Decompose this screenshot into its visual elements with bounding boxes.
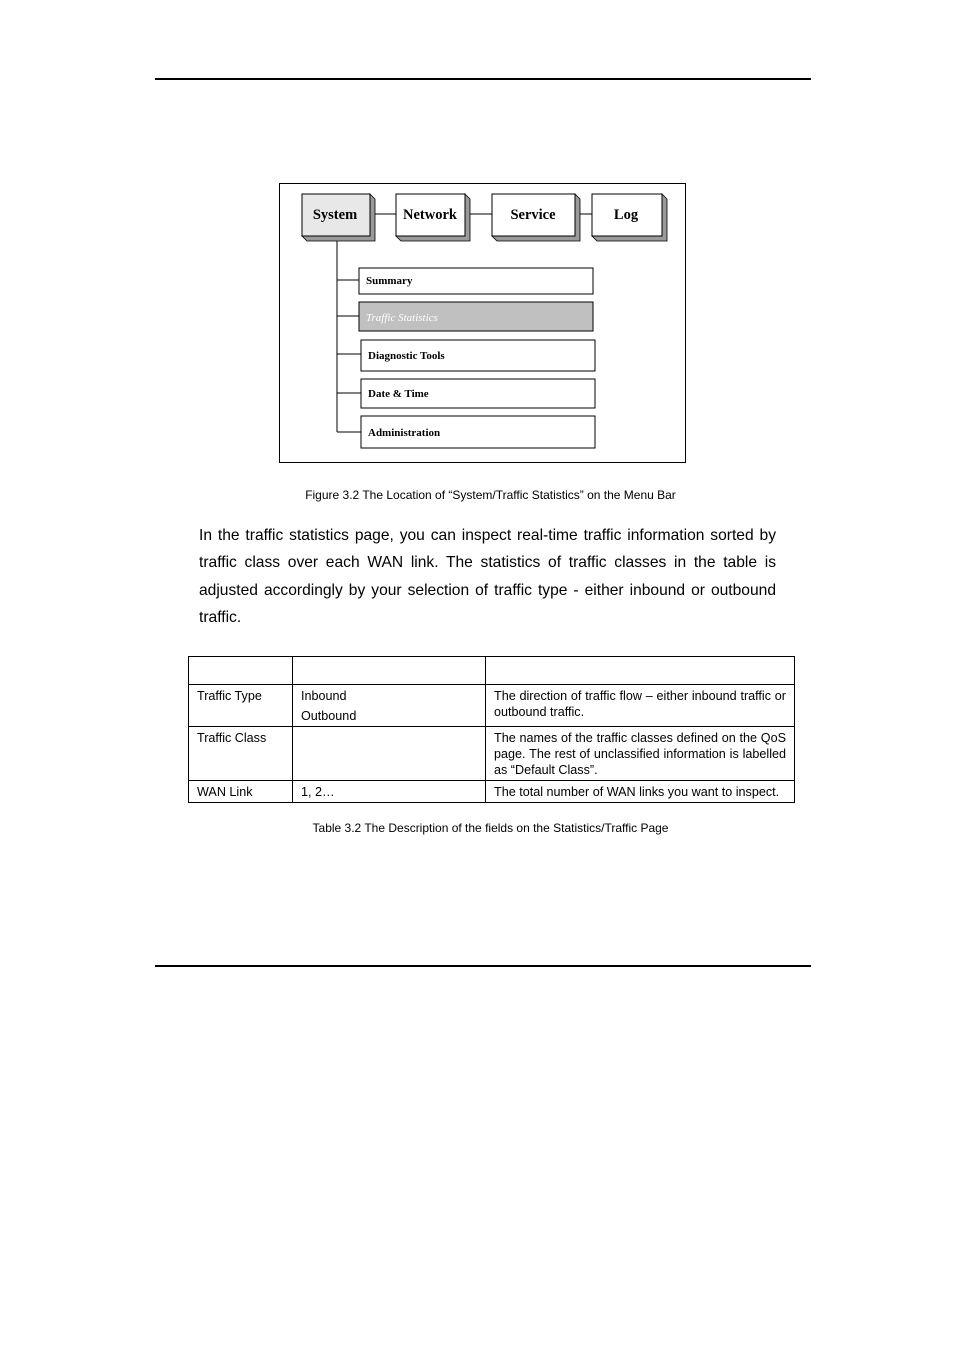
header-rule [155, 78, 811, 80]
table-header-cell [486, 657, 795, 685]
field-description: The names of the traffic classes defined on the QoS page. The rest of unclassified information is labelled as “Default Class”. [486, 727, 795, 781]
menu-system[interactable] [302, 194, 375, 241]
submenu-date-time-label: Date & Time [368, 388, 429, 400]
figure-caption: Figure 3.2 The Location of “System/Traffic Statistics” on the Menu Bar [305, 488, 676, 502]
menu-service-label: Service [510, 207, 556, 223]
field-value: Inbound [301, 689, 347, 703]
menu-network[interactable] [396, 194, 470, 241]
menu-network-label: Network [403, 207, 457, 223]
menu-log-label: Log [613, 207, 639, 223]
field-values [293, 727, 486, 781]
table-row [189, 727, 795, 781]
menu-service[interactable] [492, 194, 580, 241]
field-values [293, 685, 486, 727]
submenu-summary-label: Summary [366, 275, 413, 287]
field-name: WAN Link [189, 781, 293, 803]
submenu-traffic-statistics-label: Traffic Statistics [366, 312, 438, 324]
submenu-traffic-statistics[interactable] [359, 302, 593, 331]
submenu-diagnostic-tools[interactable] [361, 340, 595, 371]
submenu-diagnostic-tools-label: Diagnostic Tools [368, 350, 445, 362]
field-value: 1, 2… [301, 785, 335, 799]
menu-log[interactable] [592, 194, 667, 241]
menu-system-label: System [312, 207, 358, 223]
footer-rule [155, 965, 811, 967]
field-name: Traffic Class [189, 727, 293, 781]
field-name: Traffic Type [189, 685, 293, 727]
menu-diagram [279, 183, 686, 463]
table-header-cell [293, 657, 486, 685]
field-description: The direction of traffic flow – either inbound traffic or outbound traffic. [486, 685, 795, 727]
submenu-administration[interactable] [361, 416, 595, 448]
field-description: The total number of WAN links you want to inspect. [486, 781, 795, 803]
submenu-administration-label: Administration [368, 427, 441, 439]
table-header-cell [189, 657, 293, 685]
submenu-summary[interactable] [359, 268, 593, 294]
table-header-row [189, 657, 795, 685]
table-row [189, 685, 795, 727]
body-paragraph: In the traffic statistics page, you can inspect real-time traffic information sorted by traffic class over each WAN link. The statistics of traffic classes in the table is adjusted accordingly by your selection of traffic type - either inbound or outbound traffic. [199, 527, 776, 627]
field-value: Outbound [301, 709, 357, 723]
field-values [293, 781, 486, 803]
fields-table [188, 656, 795, 803]
submenu-date-time[interactable] [361, 379, 595, 408]
table-row [189, 781, 795, 803]
table-caption: Table 3.2 The Description of the fields on the Statistics/Traffic Page [312, 821, 669, 835]
